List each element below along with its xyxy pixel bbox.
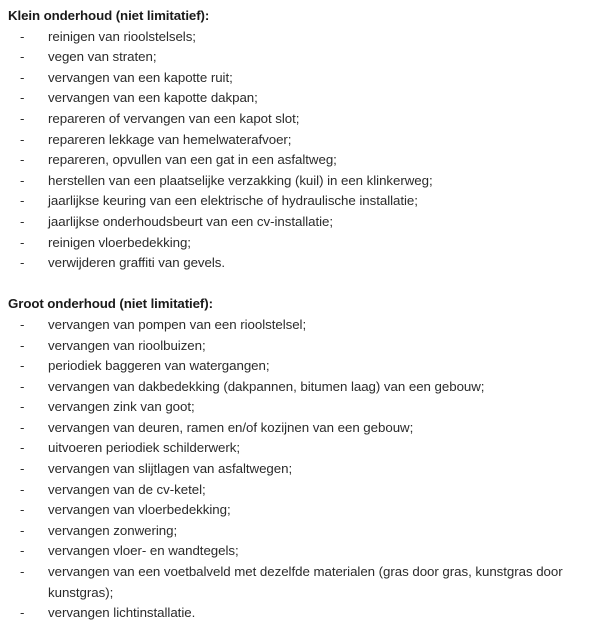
maintenance-item-list xyxy=(8,315,600,624)
list-item xyxy=(8,336,600,357)
bullet-dash-icon: - xyxy=(20,90,25,106)
bullet-dash-icon: - xyxy=(20,110,25,126)
list-item xyxy=(8,438,600,459)
list-item-text: vervangen van rioolbuizen; xyxy=(48,337,206,353)
list-item-text: jaarlijkse onderhoudsbeurt van een cv-installatie; xyxy=(48,213,334,229)
bullet-dash-icon: - xyxy=(20,419,25,435)
section-heading: Klein onderhoud (niet limitatief): xyxy=(8,8,210,23)
list-item-text: jaarlijkse keuring van een elektrische of hydraulische installatie; xyxy=(48,193,418,209)
bullet-dash-icon: - xyxy=(20,152,25,168)
list-item-text: vervangen van pompen van een rioolstelsel; xyxy=(48,316,307,332)
list-item-text: repareren of vervangen van een kapot slot; xyxy=(48,110,300,126)
list-item-text: verwijderen graffiti van gevels. xyxy=(48,255,226,271)
bullet-dash-icon: - xyxy=(20,543,25,559)
bullet-dash-icon: - xyxy=(20,172,25,188)
list-item-text: reinigen vloerbedekking; xyxy=(48,234,191,250)
bullet-dash-icon: - xyxy=(20,316,25,332)
list-item-text: vervangen zonwering; xyxy=(48,522,178,538)
list-item xyxy=(8,27,600,48)
section-spacer xyxy=(8,274,600,295)
bullet-dash-icon: - xyxy=(20,193,25,209)
section-groot-onderhoud xyxy=(8,294,600,624)
list-item xyxy=(8,459,600,480)
bullet-dash-icon: - xyxy=(20,69,25,85)
bullet-dash-icon: - xyxy=(20,131,25,147)
bullet-dash-icon: - xyxy=(20,564,25,580)
list-item-text: vegen van straten; xyxy=(48,49,157,65)
maintenance-item-list xyxy=(8,27,600,274)
list-item xyxy=(8,521,600,542)
list-item xyxy=(8,480,600,501)
bullet-dash-icon: - xyxy=(20,378,25,394)
bullet-dash-icon: - xyxy=(20,255,25,271)
bullet-dash-icon: - xyxy=(20,605,25,621)
section-klein-onderhoud xyxy=(8,6,600,274)
list-item xyxy=(8,377,600,398)
list-item xyxy=(8,47,600,68)
bullet-dash-icon: - xyxy=(20,213,25,229)
list-item xyxy=(8,191,600,212)
list-item-text: vervangen van de cv-ketel; xyxy=(48,481,206,497)
bullet-dash-icon: - xyxy=(20,358,25,374)
bullet-dash-icon: - xyxy=(20,28,25,44)
list-item xyxy=(8,397,600,418)
bullet-dash-icon: - xyxy=(20,522,25,538)
list-item xyxy=(8,68,600,89)
list-item-text: vervangen zink van goot; xyxy=(48,399,195,415)
list-item xyxy=(8,150,600,171)
list-item-text: vervangen van deuren, ramen en/of kozijnen van een gebouw; xyxy=(48,419,414,435)
list-item xyxy=(8,88,600,109)
list-item xyxy=(8,418,600,439)
list-item-text: vervangen van vloerbedekking; xyxy=(48,502,231,518)
list-item xyxy=(8,356,600,377)
list-item xyxy=(8,109,600,130)
bullet-dash-icon: - xyxy=(20,461,25,477)
list-item xyxy=(8,315,600,336)
bullet-dash-icon: - xyxy=(20,399,25,415)
list-item xyxy=(8,500,600,521)
list-item-text: vervangen van een kapotte ruit; xyxy=(48,69,233,85)
list-item-text: vervangen van slijtlagen van asfaltwegen; xyxy=(48,461,293,477)
list-item-text: vervangen van dakbedekking (dakpannen, bitumen laag) van een gebouw; xyxy=(48,378,485,394)
list-item xyxy=(8,562,600,603)
bullet-dash-icon: - xyxy=(20,440,25,456)
list-item-text: herstellen van een plaatselijke verzakking (kuil) in een klinkerweg; xyxy=(48,172,433,188)
bullet-dash-icon: - xyxy=(20,481,25,497)
bullet-dash-icon: - xyxy=(20,502,25,518)
list-item-text: vervangen van een kapotte dakpan; xyxy=(48,90,258,106)
list-item-text: periodiek baggeren van watergangen; xyxy=(48,358,270,374)
list-item xyxy=(8,171,600,192)
list-item xyxy=(8,541,600,562)
list-item xyxy=(8,212,600,233)
bullet-dash-icon: - xyxy=(20,234,25,250)
bullet-dash-icon: - xyxy=(20,49,25,65)
list-item xyxy=(8,603,600,624)
list-item-text: vervangen vloer- en wandtegels; xyxy=(48,543,239,559)
list-item-text: vervangen lichtinstallatie. xyxy=(48,605,196,621)
list-item xyxy=(8,253,600,274)
list-item xyxy=(8,130,600,151)
list-item-text: vervangen van een voetbalveld met dezelfde materialen (gras door gras, kunstgras door kunstgras); xyxy=(48,564,563,600)
list-item-text: reinigen van rioolstelsels; xyxy=(48,28,196,44)
list-item-text: repareren lekkage van hemelwaterafvoer; xyxy=(48,131,292,147)
bullet-dash-icon: - xyxy=(20,337,25,353)
list-item xyxy=(8,233,600,254)
section-heading: Groot onderhoud (niet limitatief): xyxy=(8,296,213,312)
list-item-text: uitvoeren periodiek schilderwerk; xyxy=(48,440,240,456)
list-item-text: repareren, opvullen van een gat in een asfaltweg; xyxy=(48,152,337,168)
